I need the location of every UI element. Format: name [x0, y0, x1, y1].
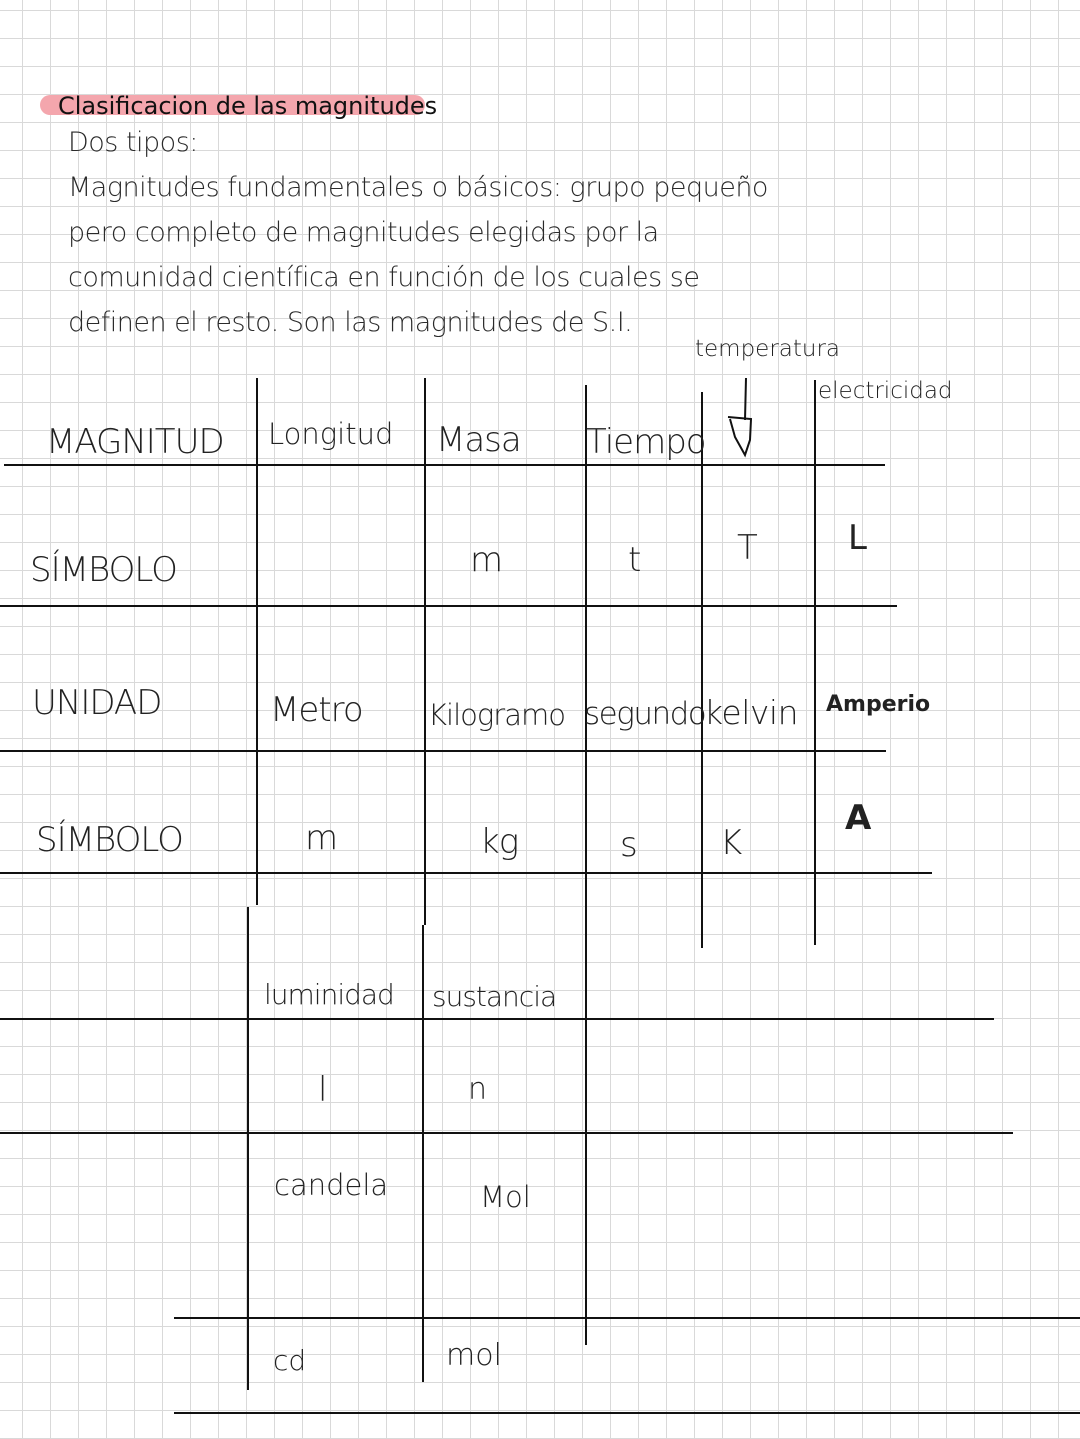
cell-sustancia: sustancia — [432, 980, 557, 1013]
col-divider — [585, 385, 587, 1345]
intro-line: Dos tipos: — [68, 127, 198, 158]
annotation-temperatura: temperatura — [695, 336, 841, 362]
cell-longitud: Longitud — [268, 417, 394, 451]
row-divider — [0, 750, 886, 752]
cell-luminidad-simbolo: l — [318, 1070, 327, 1110]
cell-temperatura-simbolo: T — [737, 528, 757, 568]
cell-masa-unidad: Kilogramo — [428, 698, 565, 732]
cell-luminidad-simbolo-unidad: cd — [273, 1344, 307, 1377]
cell-masa-simbolo-unidad: kg — [480, 822, 519, 862]
row-label-unidad: UNIDAD — [32, 683, 162, 723]
cell-electricidad-unidad: Amperio — [826, 692, 931, 717]
row-divider — [0, 1018, 994, 1020]
arrow-down-icon — [725, 375, 765, 460]
cell-longitud-simbolo-unidad: m — [305, 818, 338, 858]
cell-tiempo-simbolo: t — [628, 540, 641, 580]
col-divider — [247, 907, 249, 1390]
row-label-simbolo: SÍMBOLO — [30, 550, 177, 590]
cell-tiempo-simbolo-unidad: s — [620, 825, 637, 865]
cell-luminidad-unidad: candela — [274, 1168, 389, 1202]
cell-tiempo: Tiempo — [586, 422, 706, 462]
row-label-simbolo-unidad: SÍMBOLO — [36, 820, 183, 860]
cell-sustancia-simbolo-unidad: mol — [446, 1338, 502, 1373]
col-divider — [424, 378, 426, 925]
row-divider — [174, 1412, 1080, 1414]
cell-tiempo-unidad: segundo — [584, 696, 706, 732]
col-divider — [256, 378, 258, 905]
row-divider — [0, 1132, 1013, 1134]
cell-sustancia-unidad: Mol — [480, 1180, 531, 1214]
col-divider — [422, 925, 424, 1382]
page-title: Clasificacion de las magnitudes — [58, 92, 438, 120]
cell-masa-simbolo: m — [470, 540, 503, 580]
intro-line: pero completo de magnitudes elegidas por la — [68, 217, 659, 248]
cell-temperatura-unidad: kelvin — [704, 693, 799, 732]
row-divider — [0, 872, 932, 874]
intro-line: Magnitudes fundamentales o básicos: grupo pequeño — [68, 172, 768, 203]
intro-line: comunidad científica en función de los cuales se — [68, 262, 700, 293]
row-divider — [174, 1317, 1080, 1319]
row-divider — [0, 605, 897, 607]
cell-electricidad-simbolo-unidad: A — [845, 798, 871, 838]
cell-electricidad-simbolo: L — [848, 518, 866, 558]
cell-temperatura-simbolo-unidad: K — [720, 823, 742, 863]
col-divider — [701, 392, 703, 948]
cell-luminidad: luminidad — [264, 978, 394, 1011]
annotation-electricidad: electricidad — [818, 378, 953, 404]
row-label-magnitud: MAGNITUD — [46, 422, 224, 462]
row-divider — [4, 464, 885, 466]
col-divider — [814, 380, 816, 945]
cell-longitud-unidad: Metro — [270, 690, 363, 730]
cell-sustancia-simbolo: n — [468, 1072, 488, 1107]
intro-line: definen el resto. Son las magnitudes de S.I. — [68, 307, 633, 338]
cell-masa: Masa — [436, 420, 521, 460]
